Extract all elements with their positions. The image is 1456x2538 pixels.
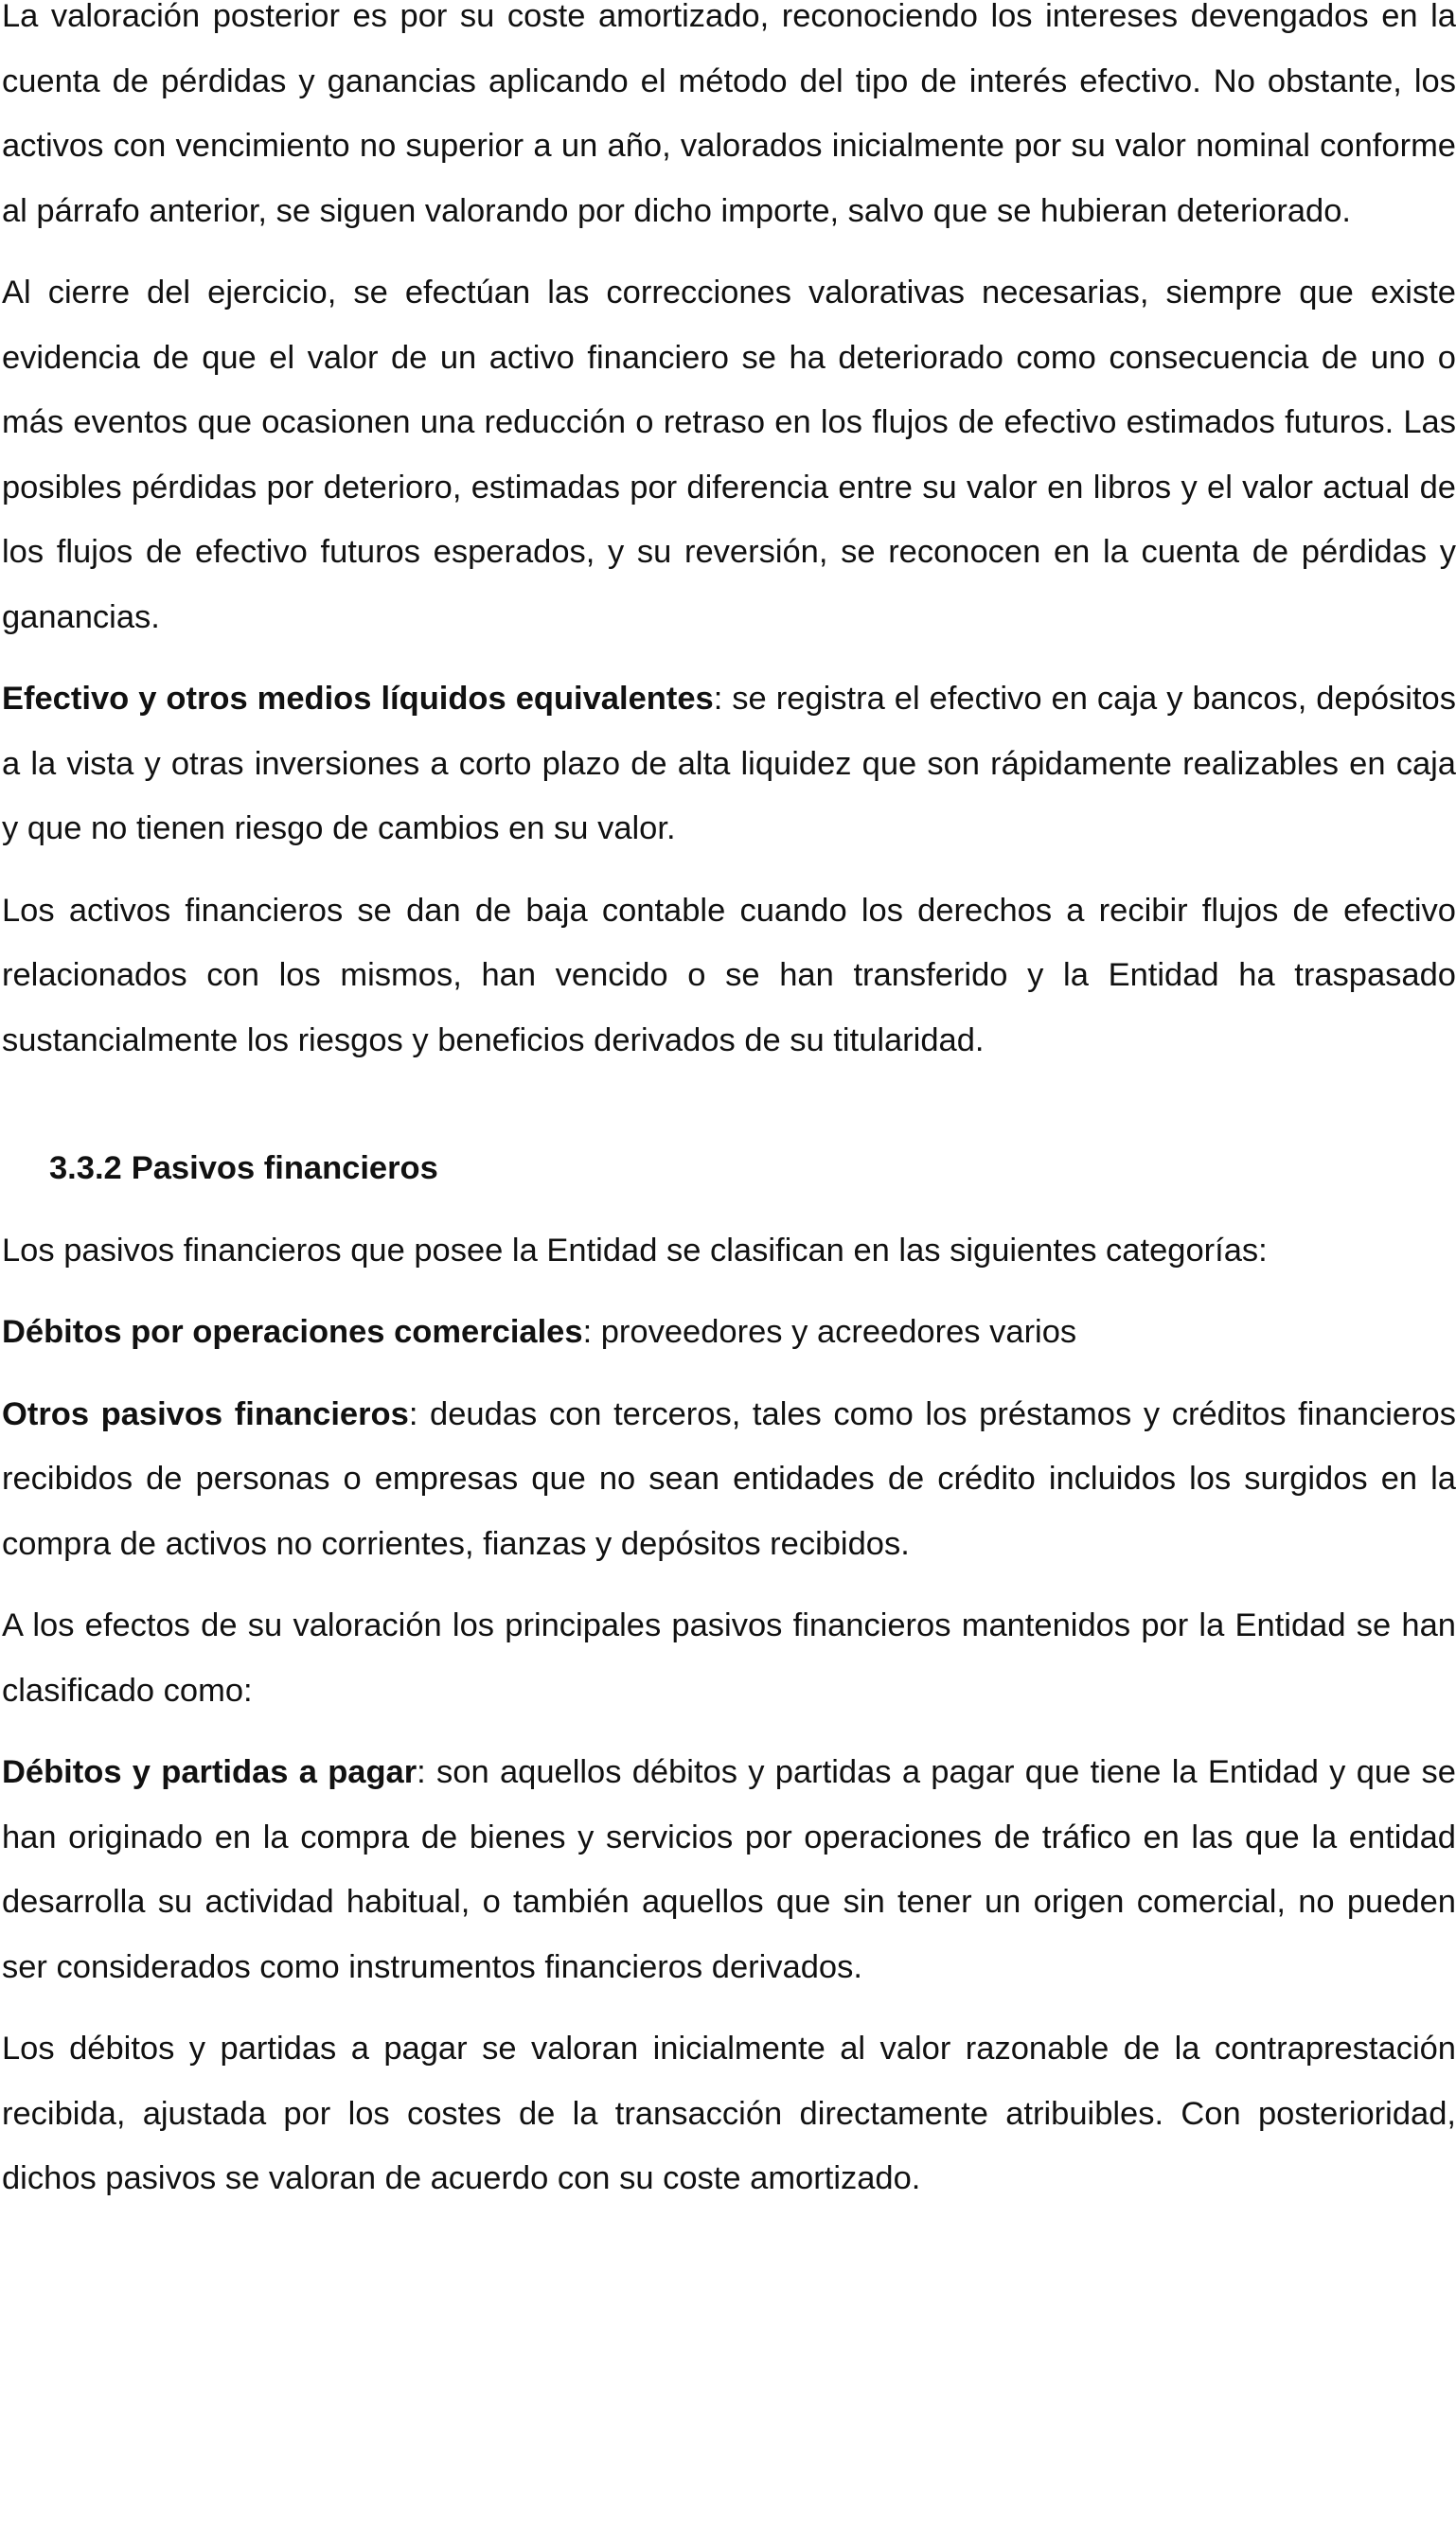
paragraph-text: Los pasivos financieros que posee la Entidad se clasifican en las siguientes categorías:	[2, 1232, 1268, 1269]
paragraph-text: : son aquellos débitos y partidas a pagar que tiene la Entidad y que se han originado en la compra de bienes y servicios por operaciones de tráfico en las que la entidad desarrolla su actividad habitual, o también aquellos que sin tener un origen comercial, no pueden ser considerados como instrumentos financieros derivados.	[2, 1754, 1456, 1985]
paragraph-bold-term: Débitos por operaciones comerciales	[2, 1314, 583, 1350]
paragraph-text: Al cierre del ejercicio, se efectúan las correcciones valorativas necesarias, siempre que existe evidencia de que el valor de un activo financiero se ha deteriorado como consecuencia de uno o más eventos que ocasionen una reducción o retraso en los flujos de efectivo estimados futuros. Las posibles pérdidas por deterioro, estimadas por diferencia entre su valor en libros y el valor actual de los flujos de efectivo futuros esperados, y su reversión, se reconocen en la cuenta de pérdidas y ganancias.	[2, 275, 1456, 635]
paragraph-text: : se registra el efectivo en caja y bancos, depósitos a la vista y otras inversiones a corto plazo de alta liquidez que son rápidamente realizables en caja y que no tienen riesgo de cambios en su valor.	[2, 681, 1456, 846]
paragraph-debitos-comerciales	[2, 1300, 1456, 1365]
paragraph-text: Los débitos y partidas a pagar se valoran inicialmente al valor razonable de la contraprestación recibida, ajustada por los costes de la transacción directamente atribuibles. Con posterioridad, dichos pasivos se valoran de acuerdo con su coste amortizado.	[2, 2031, 1456, 2196]
paragraph-bold-term: Efectivo y otros medios líquidos equivalentes	[2, 681, 714, 717]
paragraph-otros-pasivos	[2, 1382, 1456, 1577]
paragraph-categorias	[2, 1218, 1456, 1284]
paragraph-valoracion-inicial	[2, 2016, 1456, 2211]
paragraph-text: La valoración posterior es por su coste amortizado, reconociendo los intereses devengados en la cuenta de pérdidas y ganancias aplicando el método del tipo de interés efectivo. No obstante, los activos con vencimiento no superior a un año, valorados inicialmente por su valor nominal conforme al párrafo anterior, se siguen valorando por dicho importe, salvo que se hubieran deteriorado.	[2, 0, 1456, 229]
paragraph-valoracion-posterior	[2, 0, 1456, 243]
paragraph-correcciones-valorativas	[2, 260, 1456, 649]
paragraph-bold-term: Débitos y partidas a pagar	[2, 1754, 417, 1790]
paragraph-text: : proveedores y acreedores varios	[582, 1314, 1077, 1350]
paragraph-text: Los activos financieros se dan de baja contable cuando los derechos a recibir flujos de efectivo relacionados con los mismos, han vencido o se han transferido y la Entidad ha traspasado sustancialmente los riesgos y beneficios derivados de su titularidad.	[2, 892, 1456, 1058]
paragraph-text: A los efectos de su valoración los principales pasivos financieros mantenidos por la Entidad se han clasificado como:	[2, 1607, 1456, 1709]
section-number: 3.3.2	[49, 1150, 122, 1186]
paragraph-baja-contable	[2, 879, 1456, 1074]
paragraph-efectivo	[2, 666, 1456, 861]
paragraph-text: : deudas con terceros, tales como los préstamos y créditos financieros recibidos de personas o empresas que no sean entidades de crédito incluidos los surgidos en la compra de activos no corrientes, fianzas y depósitos recibidos.	[2, 1395, 1456, 1562]
paragraph-bold-term: Otros pasivos financieros	[2, 1395, 409, 1432]
paragraph-efectos-valoracion	[2, 1593, 1456, 1723]
section-title: Pasivos financieros	[131, 1150, 438, 1186]
paragraph-debitos-partidas	[2, 1740, 1456, 1999]
section-heading	[49, 1136, 1456, 1201]
